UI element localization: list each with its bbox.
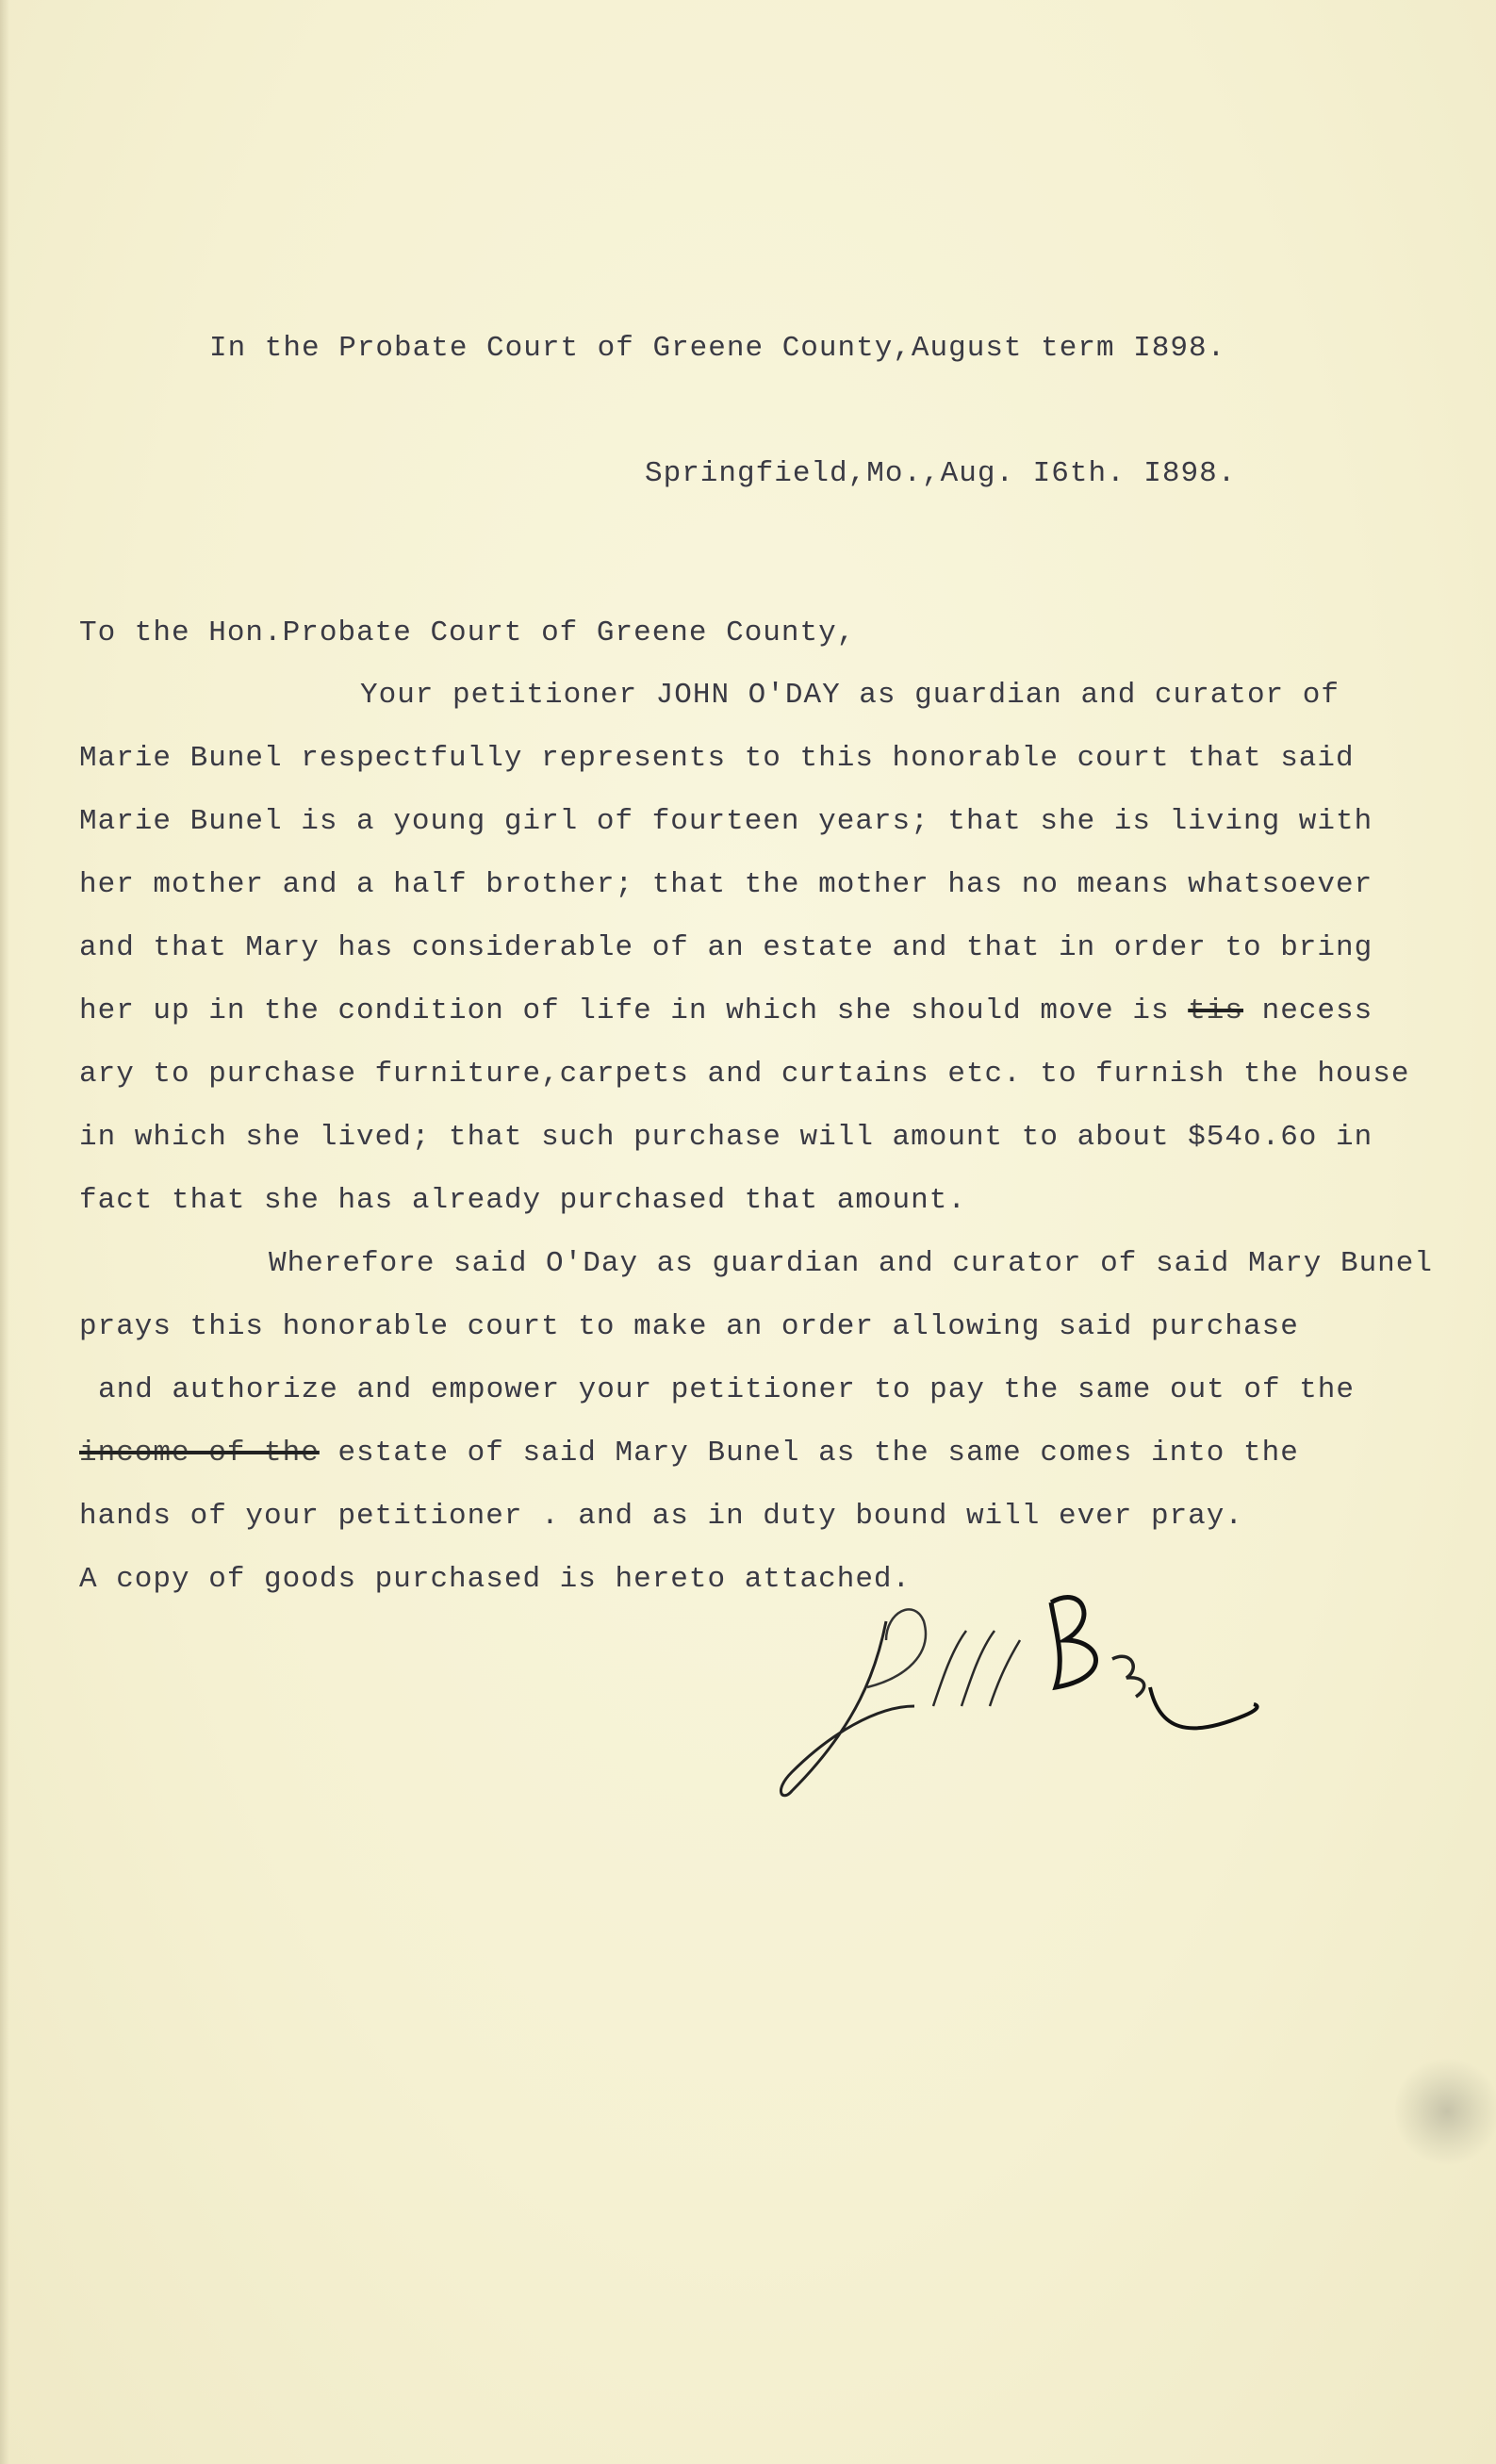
body-line-12: and authorize and empower your petitioner to pay the same out of the [98,1373,1356,1406]
body-line-7: ary to purchase furniture,carpets and curtains etc. to furnish the house [79,1058,1410,1091]
body-line-6-text: her up in the condition of life in which she should move is [79,994,1170,1027]
body-line-13-text: estate of said Mary Bunel as the same comes into the [337,1437,1299,1470]
body-line-8: in which she lived; that such purchase will amount to about $54o.6o in [79,1121,1373,1154]
body-line-11: prays this honorable court to make an order allowing said purchase [79,1310,1299,1343]
body-line-14: hands of your petitioner . and as in duty bound will ever pray. [79,1500,1243,1533]
struck-phrase: income of the [79,1437,320,1470]
salutation: To the Hon.Probate Court of Greene County, [79,616,856,649]
body-line-6 [79,993,1373,1030]
body-line-15: A copy of goods purchased is hereto attached. [79,1563,912,1596]
ink-smudge [1395,2055,1496,2168]
body-line-2: Marie Bunel respectfully represents to this honorable court that said [79,742,1355,775]
body-line-13 [79,1435,1299,1472]
body-line-5: and that Mary has considerable of an estate and that in order to bring [79,931,1373,964]
signature-icon [773,1565,1263,1810]
court-heading: In the Probate Court of Greene County,August term I898. [209,332,1226,365]
body-line-9: fact that she has already purchased that amount. [79,1184,966,1217]
dateline: Springfield,Mo.,Aug. I6th. I898. [645,457,1237,490]
body-line-1: Your petitioner JOHN O'DAY as guardian and curator of [360,679,1340,712]
body-line-3: Marie Bunel is a young girl of fourteen years; that she is living with [79,805,1373,838]
body-line-4: her mother and a half brother; that the mother has no means whatsoever [79,868,1373,901]
body-line-6-end: necess [1261,994,1373,1027]
struck-word: tis [1188,994,1244,1027]
body-line-10: Wherefore said O'Day as guardian and curator of said Mary Bunel [269,1247,1433,1280]
paper-edge-shadow [0,0,9,2464]
